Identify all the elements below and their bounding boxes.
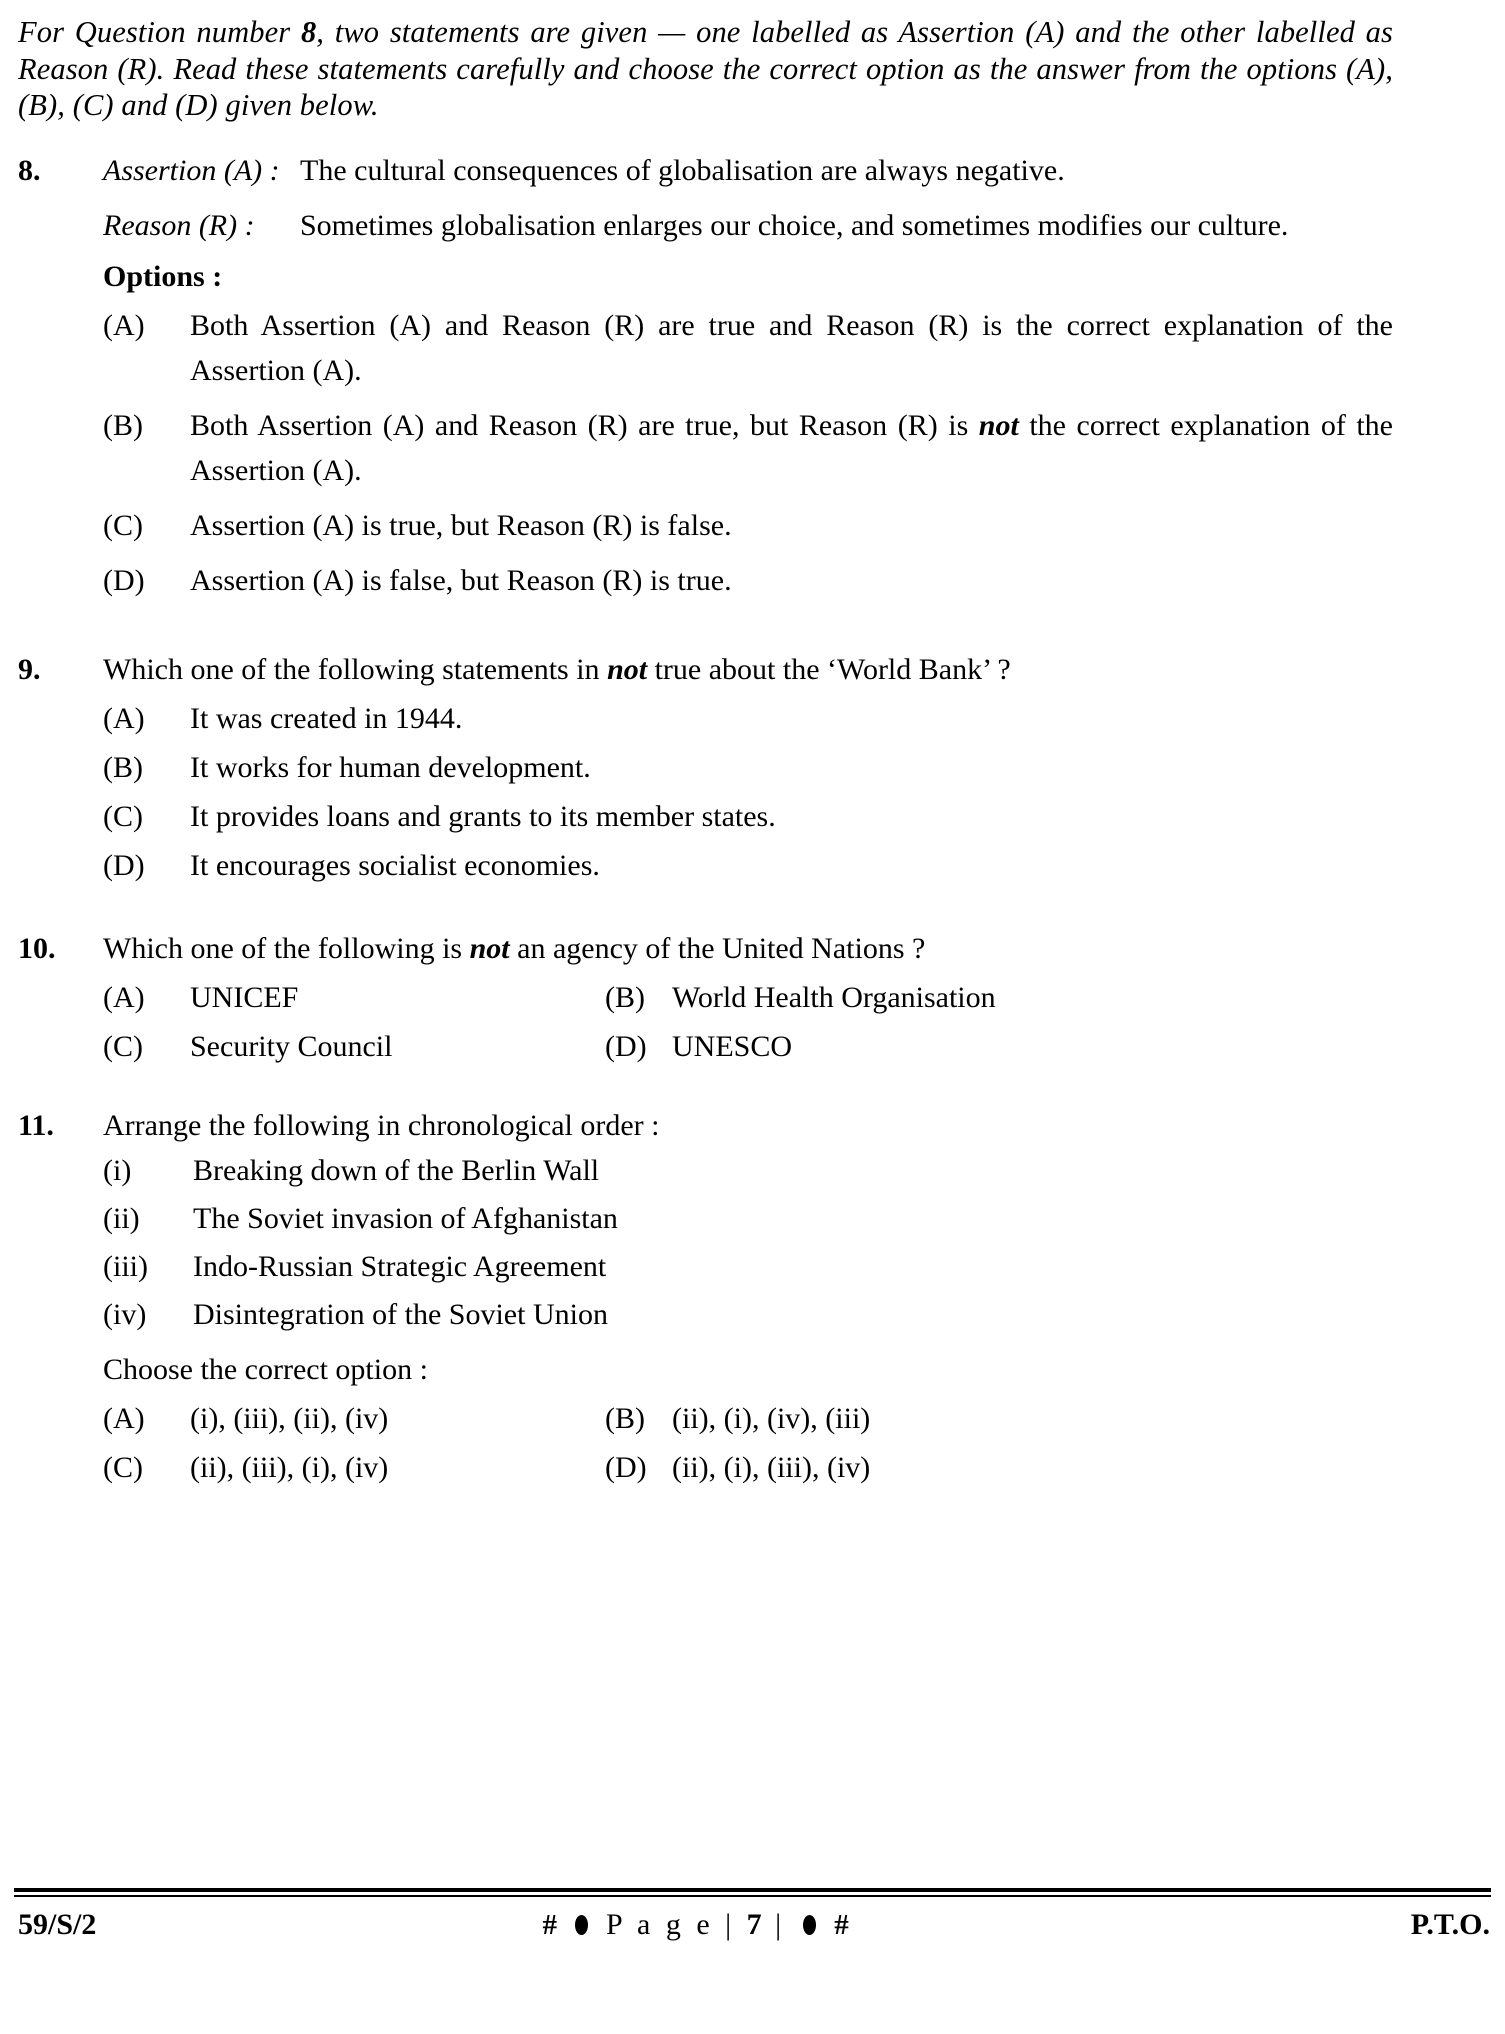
assertion-text: The cultural consequences of globalisation are always negative. <box>300 153 1065 187</box>
item-text: Disintegration of the Soviet Union <box>193 1297 608 1331</box>
question-11 <box>18 1103 1393 1490</box>
option-text: Assertion (A) is true, but Reason (R) is false. <box>190 508 732 542</box>
option-text: Security Council <box>190 1029 393 1063</box>
option-row[interactable] <box>103 745 1393 790</box>
option-text: (ii), (i), (iv), (iii) <box>672 1401 871 1435</box>
option-label: (D) <box>605 1450 647 1484</box>
reason-row <box>103 203 1393 248</box>
question-11-row <box>18 1103 1393 1490</box>
option-row[interactable] <box>103 503 1393 548</box>
option-label: (A) <box>103 701 145 735</box>
option-text <box>190 403 1393 493</box>
question-10-row <box>18 926 1393 1069</box>
hash-left-icon: # <box>542 1908 557 1941</box>
stem-after: true about the ‘World Bank’ ? <box>647 652 1011 686</box>
option-text: UNICEF <box>190 980 299 1014</box>
question-10-options <box>103 975 1393 1069</box>
option-row[interactable] <box>605 1445 1393 1490</box>
page-content <box>18 14 1393 1490</box>
option-row[interactable] <box>605 975 1393 1020</box>
option-label: (B) <box>103 750 143 784</box>
question-11-stem: Arrange the following in chronological order : <box>103 1108 660 1142</box>
option-emphasis: not <box>978 408 1019 442</box>
pto-label: P.T.O. <box>1410 1908 1490 1941</box>
question-9-body <box>103 647 1393 892</box>
instruction-paragraph <box>18 14 1393 124</box>
option-row[interactable] <box>605 1396 1393 1441</box>
question-8-body <box>103 148 1393 613</box>
stem-emphasis: not <box>607 652 648 686</box>
item-text: The Soviet invasion of Afghanistan <box>193 1201 618 1235</box>
option-row[interactable] <box>103 1024 605 1069</box>
item-text: Breaking down of the Berlin Wall <box>193 1153 600 1187</box>
option-text-before: Both Assertion (A) and Reason (R) are true, but Reason (R) is <box>190 408 979 442</box>
choose-option-line: Choose the correct option : <box>103 1352 428 1386</box>
footer-page-indicator <box>542 1908 848 1942</box>
option-label: (D) <box>103 563 145 597</box>
list-item <box>103 1292 1393 1337</box>
option-row[interactable] <box>103 1445 605 1490</box>
option-row[interactable] <box>103 1396 605 1441</box>
instruction-question-number: 8 <box>300 15 317 49</box>
assertion-reason-gap <box>103 193 1393 203</box>
option-text: It provides loans and grants to its member states. <box>190 799 776 833</box>
list-item <box>103 1196 1393 1241</box>
question-10-number: 10. <box>18 931 56 965</box>
bullet-left-icon <box>575 1915 588 1935</box>
option-text: It works for human development. <box>190 750 591 784</box>
options-heading: Options : <box>103 259 223 293</box>
option-text: Both Assertion (A) and Reason (R) are true and Reason (R) is the correct explanation of the Assertion (A). <box>190 308 1393 387</box>
question-11-item-list <box>103 1148 1393 1337</box>
option-label: (B) <box>605 1401 645 1435</box>
list-item <box>103 1148 1393 1193</box>
option-text: It encourages socialist economies. <box>190 848 600 882</box>
instruction-prefix: For Question number <box>18 15 301 49</box>
option-label: (C) <box>103 799 143 833</box>
stem-after: an agency of the United Nations ? <box>509 931 926 965</box>
option-row[interactable] <box>103 403 1393 493</box>
page-footer <box>18 1908 1490 1942</box>
option-row[interactable] <box>103 696 1393 741</box>
question-8 <box>18 148 1393 613</box>
item-label: (iv) <box>103 1297 147 1331</box>
item-label: (i) <box>103 1153 132 1187</box>
option-row[interactable] <box>103 558 1393 603</box>
page-close: | <box>775 1908 786 1941</box>
option-row[interactable] <box>103 794 1393 839</box>
option-label: (A) <box>103 308 145 342</box>
paper-code: 59/S/2 <box>18 1908 97 1941</box>
assertion-row <box>103 148 1393 193</box>
option-label: (A) <box>103 980 145 1014</box>
assertion-label: Assertion (A) : <box>103 153 280 187</box>
option-label: (B) <box>605 980 645 1014</box>
option-text: It was created in 1944. <box>190 701 463 735</box>
stem-before: Which one of the following statements in <box>103 652 608 686</box>
question-8-row <box>18 148 1393 613</box>
option-text: Assertion (A) is false, but Reason (R) is true. <box>190 563 732 597</box>
page-number: 7 <box>746 1908 764 1941</box>
item-label: (iii) <box>103 1249 148 1283</box>
bullet-right-icon <box>803 1915 816 1935</box>
question-9-number: 9. <box>18 652 41 686</box>
option-text: (ii), (i), (iii), (iv) <box>672 1450 871 1484</box>
option-text-after: the correct explanation of the Assertion (A). <box>190 408 1393 487</box>
stem-emphasis: not <box>469 931 510 965</box>
question-11-body <box>103 1103 1393 1490</box>
question-8-number: 8. <box>18 153 41 187</box>
option-label: (A) <box>103 1401 145 1435</box>
question-11-options <box>103 1396 1393 1490</box>
question-11-number: 11. <box>18 1108 54 1142</box>
footer-divider <box>14 1888 1491 1897</box>
question-spacer <box>18 1069 1393 1103</box>
option-label: (C) <box>103 1450 143 1484</box>
page-word: P a g e | <box>605 1908 736 1941</box>
instruction-rest: , two statements are given — one labelled as Assertion (A) and the other labelled as Reason (R). Read these statements carefully and choose the correct option as the answer from the options (A), (B), (C) and (D) given below. <box>18 15 1393 122</box>
option-text: UNESCO <box>672 1029 793 1063</box>
option-label: (D) <box>103 848 145 882</box>
hash-right-icon: # <box>834 1908 849 1941</box>
question-9-row <box>18 647 1393 892</box>
option-row[interactable] <box>103 843 1393 888</box>
list-item <box>103 1244 1393 1289</box>
question-10-stem <box>103 926 1393 971</box>
question-9-stem <box>103 647 1393 692</box>
option-label: (C) <box>103 508 143 542</box>
option-label: (B) <box>103 408 143 442</box>
item-label: (ii) <box>103 1201 140 1235</box>
reason-label: Reason (R) : <box>103 208 255 242</box>
question-spacer <box>18 892 1393 926</box>
reason-text: Sometimes globalisation enlarges our choice, and sometimes modifies our culture. <box>300 208 1289 242</box>
option-row[interactable] <box>103 975 605 1020</box>
option-row[interactable] <box>103 303 1393 393</box>
question-10-body <box>103 926 1393 1069</box>
question-8-options <box>103 303 1393 603</box>
option-text: (ii), (iii), (i), (iv) <box>190 1450 389 1484</box>
question-spacer <box>18 613 1393 647</box>
option-text: (i), (iii), (ii), (iv) <box>190 1401 389 1435</box>
question-10 <box>18 926 1393 1069</box>
stem-before: Which one of the following is <box>103 931 470 965</box>
option-text: World Health Organisation <box>672 980 996 1014</box>
option-label: (C) <box>103 1029 143 1063</box>
question-9-options <box>103 696 1393 888</box>
option-label: (D) <box>605 1029 647 1063</box>
item-text: Indo-Russian Strategic Agreement <box>193 1249 607 1283</box>
page-label <box>606 1908 785 1942</box>
option-row[interactable] <box>605 1024 1393 1069</box>
question-9 <box>18 647 1393 892</box>
